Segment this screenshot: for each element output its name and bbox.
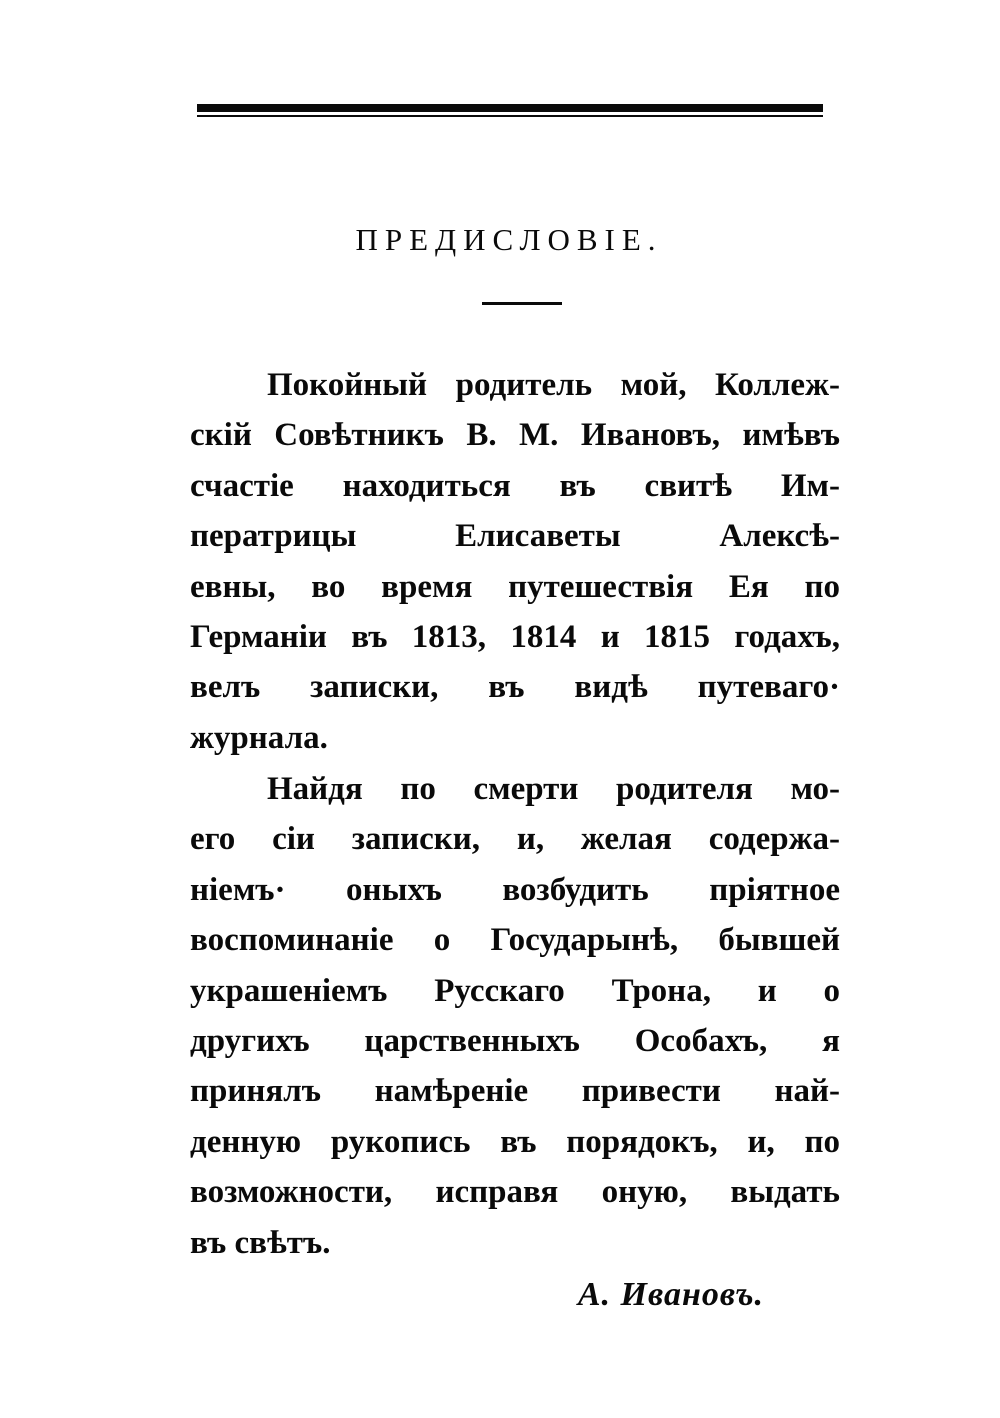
text-line: скій Совѣтникъ В. М. Ивановъ, имѣвъ [190,417,840,454]
text-line: возможности, исправя оную, выдать [190,1174,840,1211]
text-line: принялъ намѣреніе привести най- [190,1073,840,1110]
top-rule-thin [197,115,823,117]
text-line: Германіи въ 1813, 1814 и 1815 годахъ, [190,619,840,656]
text-line: воспоминаніе о Государынѣ, бывшей [190,922,840,959]
paragraph-1 [190,360,840,763]
text-line: украшеніемъ Русскаго Трона, и о [190,972,840,1009]
author-signature: А. Ивановъ. [577,1276,764,1313]
text-line: евны, во время путешествія Ея по [190,568,840,605]
top-double-rule [197,104,823,117]
top-rule-thick [197,104,823,112]
text-line: Покойный родитель мой, Коллеж- [267,367,840,403]
page-title: ПРЕДИСЛОВІЕ. [355,222,663,257]
text-line: его сіи записки, и, желая содержа- [190,821,840,858]
text-line: въ свѣтъ. [190,1224,331,1261]
text-line: журнала. [190,719,328,756]
text-line: ператрицы Елисаветы Алексѣ- [190,518,840,555]
text-line: денную рукопись въ порядокъ, и, по [190,1123,840,1160]
paragraph-2 [190,764,840,1268]
text-line: счастіе находиться въ свитѣ Им- [190,467,840,504]
text-line: Найдя по смерти родителя мо- [267,771,840,807]
text-line: ніемъ· оныхъ возбудить пріятное [190,871,840,908]
text-line: другихъ царственныхъ Особахъ, я [190,1023,840,1060]
text-line: велъ записки, въ видѣ путеваго· [190,669,840,706]
title-divider [482,302,562,305]
